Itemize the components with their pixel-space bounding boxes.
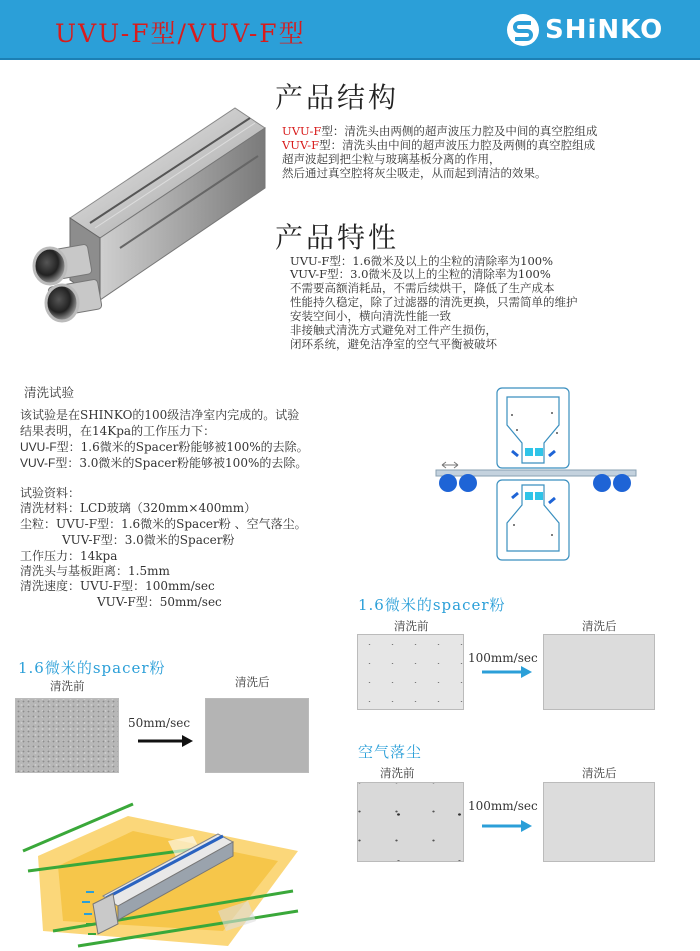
header-bar bbox=[0, 0, 700, 60]
before-label: 清洗前 bbox=[50, 679, 85, 693]
feature-line: 安装空间小，横向清洗性能一致 bbox=[290, 309, 451, 323]
feature-line: 不需要高额消耗品，不需后续烘干，降低了生产成本 bbox=[290, 281, 555, 295]
before-sample-image bbox=[357, 634, 464, 710]
before-sample-image bbox=[15, 698, 119, 773]
structure-line-1: UVU-F型：清洗头由两侧的超声波压力腔及中间的真空腔组成 bbox=[282, 124, 598, 138]
material-line: 清洗材料：LCD玻璃（320mm×400mm） bbox=[20, 501, 257, 515]
structure-line-3: 超声波起到把尘粒与玻璃基板分离的作用， bbox=[282, 152, 501, 166]
material-line: VUV-F型：3.0微米的Spacer粉 bbox=[62, 533, 235, 547]
feature-line: UVU-F型：1.6微米及以上的尘粒的清除率为100% bbox=[290, 254, 554, 268]
page-title: UVU-F型/VUV-F型 bbox=[55, 19, 306, 48]
test-result-line: UVU-F型：1.6微米的Spacer粉能够被100%的去除。 bbox=[20, 440, 309, 454]
features-heading: 产品特性 bbox=[275, 221, 400, 254]
before-label: 清洗前 bbox=[380, 766, 415, 780]
after-sample-image bbox=[205, 698, 309, 773]
after-label: 清洗后 bbox=[235, 675, 270, 689]
after-label: 清洗后 bbox=[582, 619, 617, 633]
structure-heading: 产品结构 bbox=[275, 81, 400, 114]
structure-line-4: 然后通过真空腔将灰尘吸走，从而起到清洁的效果。 bbox=[282, 166, 547, 180]
speed-label: 100mm/sec bbox=[468, 799, 538, 813]
comparison-title: 空气落尘 bbox=[358, 743, 423, 761]
before-label: 清洗前 bbox=[394, 619, 429, 633]
structure-line-2: VUV-F型：清洗头由中间的超声波压力腔及两侧的真空腔组成 bbox=[282, 138, 596, 152]
arrow-right-icon bbox=[138, 735, 193, 747]
comparison-title: 1.6微米的spacer粉 bbox=[358, 596, 506, 614]
material-line: 工作压力：14kpa bbox=[20, 549, 118, 563]
feature-line: 性能持久稳定，除了过滤器的清洗更换，只需简单的维护 bbox=[290, 295, 578, 309]
feature-line: VUV-F型：3.0微米及以上的尘粒的清除率为100% bbox=[290, 267, 551, 281]
material-line: 尘粒：UVU-F型：1.6微米的Spacer粉 、空气落尘。 bbox=[20, 517, 307, 531]
test-intro-line: 结果表明，在14Kpa的工作压力下： bbox=[20, 424, 216, 438]
speed-label: 50mm/sec bbox=[128, 716, 191, 730]
cleaning-head-illustration bbox=[30, 88, 270, 338]
cross-section-diagram bbox=[432, 385, 637, 563]
speed-label: 100mm/sec bbox=[468, 651, 538, 665]
arrow-right-icon bbox=[482, 820, 532, 832]
test-heading: 清洗试验 bbox=[24, 385, 75, 400]
after-label: 清洗后 bbox=[582, 766, 617, 780]
comparison-title: 1.6微米的spacer粉 bbox=[18, 659, 166, 677]
logo-text: SHiNKO bbox=[545, 15, 664, 45]
feature-line: 闭环系统，避免洁净室的空气平衡被破坏 bbox=[290, 337, 497, 351]
conveyor-illustration bbox=[18, 796, 303, 948]
before-sample-image bbox=[357, 782, 464, 862]
after-sample-image bbox=[543, 634, 655, 710]
test-intro-line: 该试验是在SHINKO的100级洁净室内完成的。试验 bbox=[20, 408, 300, 422]
material-line: 试验资料： bbox=[20, 486, 81, 500]
shinko-logo bbox=[505, 13, 663, 47]
arrow-right-icon bbox=[482, 666, 532, 678]
material-line: 清洗头与基板距离：1.5mm bbox=[20, 564, 170, 578]
shinko-logo-icon bbox=[505, 12, 541, 48]
feature-line: 非接触式清洗方式避免对工件产生损伤， bbox=[290, 323, 497, 337]
material-line: VUV-F型：50mm/sec bbox=[97, 595, 222, 609]
material-line: 清洗速度：UVU-F型：100mm/sec bbox=[20, 579, 215, 593]
test-result-line: VUV-F型：3.0微米的Spacer粉能够被100%的去除。 bbox=[20, 456, 308, 470]
after-sample-image bbox=[543, 782, 655, 862]
